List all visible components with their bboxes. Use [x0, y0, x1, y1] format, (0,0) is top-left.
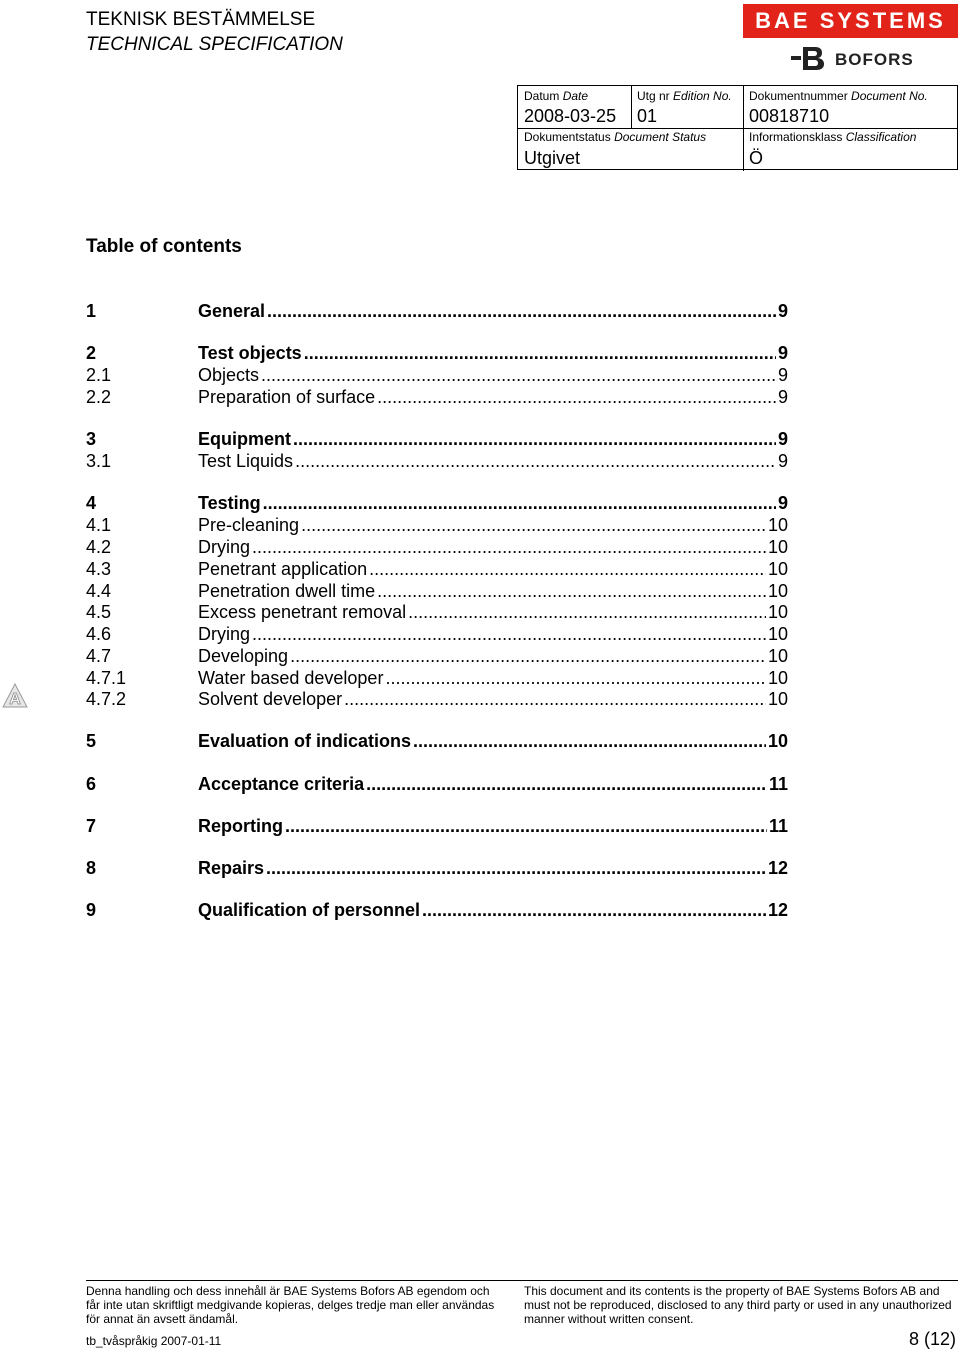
title-swedish: TEKNISK BESTÄMMELSE [86, 9, 316, 30]
toc-entry-2[interactable]: 2 Test objects ..... 9 [86, 342, 788, 364]
toc-entry-4-5[interactable]: 4.5 Excess penetrant removal ..... 10 [86, 601, 788, 623]
company-logo [743, 4, 958, 76]
classification-label: Informationsklass Classification [749, 130, 917, 144]
document-metadata-table [517, 85, 958, 170]
page-number: 8 (12) [908, 1329, 956, 1349]
toc-entry-7[interactable]: 7 Reporting ..... 11 [86, 815, 788, 837]
toc-entry-6[interactable]: 6 Acceptance criteria ..... 11 [86, 773, 788, 795]
classification-value: Ö [749, 148, 764, 168]
toc-entry-4-1[interactable]: 4.1 Pre-cleaning ..... 10 [86, 514, 788, 536]
edition-label: Utg nr Edition No. [637, 89, 732, 103]
toc-entry-4-7[interactable]: 4.7 Developing ..... 10 [86, 645, 788, 667]
title-english: TECHNICAL SPECIFICATION [86, 34, 343, 55]
footer-template-id: tb_tvåspråkig 2007-01-11 [86, 1334, 222, 1348]
bofors-mark-icon [791, 45, 827, 71]
status-value: Utgivet [524, 148, 581, 168]
toc-entry-5[interactable]: 5 Evaluation of indications ..... 10 [86, 730, 788, 752]
toc-entry-4-2[interactable]: 4.2 Drying ..... 10 [86, 536, 788, 558]
revision-mark-letter: A [9, 691, 21, 708]
toc-entry-4-6[interactable]: 4.6 Drying ..... 10 [86, 623, 788, 645]
bofors-logo [743, 42, 958, 76]
toc-entry-4-7-1[interactable]: 4.7.1 Water based developer ..... 10 [86, 667, 788, 689]
toc-entry-4[interactable]: 4 Testing ..... 9 [86, 492, 788, 514]
document-number-value: 00818710 [749, 106, 830, 126]
toc-entry-8[interactable]: 8 Repairs ..... 12 [86, 857, 788, 879]
footer-notice-swedish: Denna handling och dess innehåll är BAE Systems Bofors AB egendom och får inte utan skriftligt medgivande kopieras, delges tredje man eller användas för annat än avsett ändamål. [86, 1284, 495, 1326]
footer-notice-english: This document and its contents is the property of BAE Systems Bofors AB and must not be reproduced, disclosed to any third party or used in any unauthorized manner without written consent. [524, 1284, 952, 1326]
bofors-wordmark: BOFORS [835, 50, 914, 69]
footer-divider [86, 1280, 958, 1281]
toc-entry-4-4[interactable]: 4.4 Penetration dwell time ..... 10 [86, 580, 788, 602]
document-title [86, 7, 343, 57]
toc-entry-3-1[interactable]: 3.1 Test Liquids ..... 9 [86, 450, 788, 472]
toc-entry-2-2[interactable]: 2.2 Preparation of surface ..... 9 [86, 386, 788, 408]
revision-mark-icon [2, 683, 28, 709]
toc-heading: Table of contents [86, 236, 242, 257]
bae-systems-logo: BAE SYSTEMS [743, 4, 958, 38]
status-label: Dokumentstatus Document Status [524, 130, 707, 144]
toc-entry-3[interactable]: 3 Equipment ..... 9 [86, 428, 788, 450]
toc-entry-4-7-2[interactable]: 4.7.2 Solvent developer ..... 10 [86, 688, 788, 710]
toc-entry-4-3[interactable]: 4.3 Penetrant application ..... 10 [86, 558, 788, 580]
document-number-label: Dokumentnummer Document No. [749, 89, 928, 103]
toc-entry-1[interactable]: 1 General ..... 9 [86, 300, 788, 322]
date-label: Datum Date [524, 89, 589, 103]
toc-entry-9[interactable]: 9 Qualification of personnel ..... 12 [86, 899, 788, 921]
date-value: 2008-03-25 [524, 106, 617, 126]
toc-entry-2-1[interactable]: 2.1 Objects ..... 9 [86, 364, 788, 386]
edition-value: 01 [637, 106, 658, 126]
